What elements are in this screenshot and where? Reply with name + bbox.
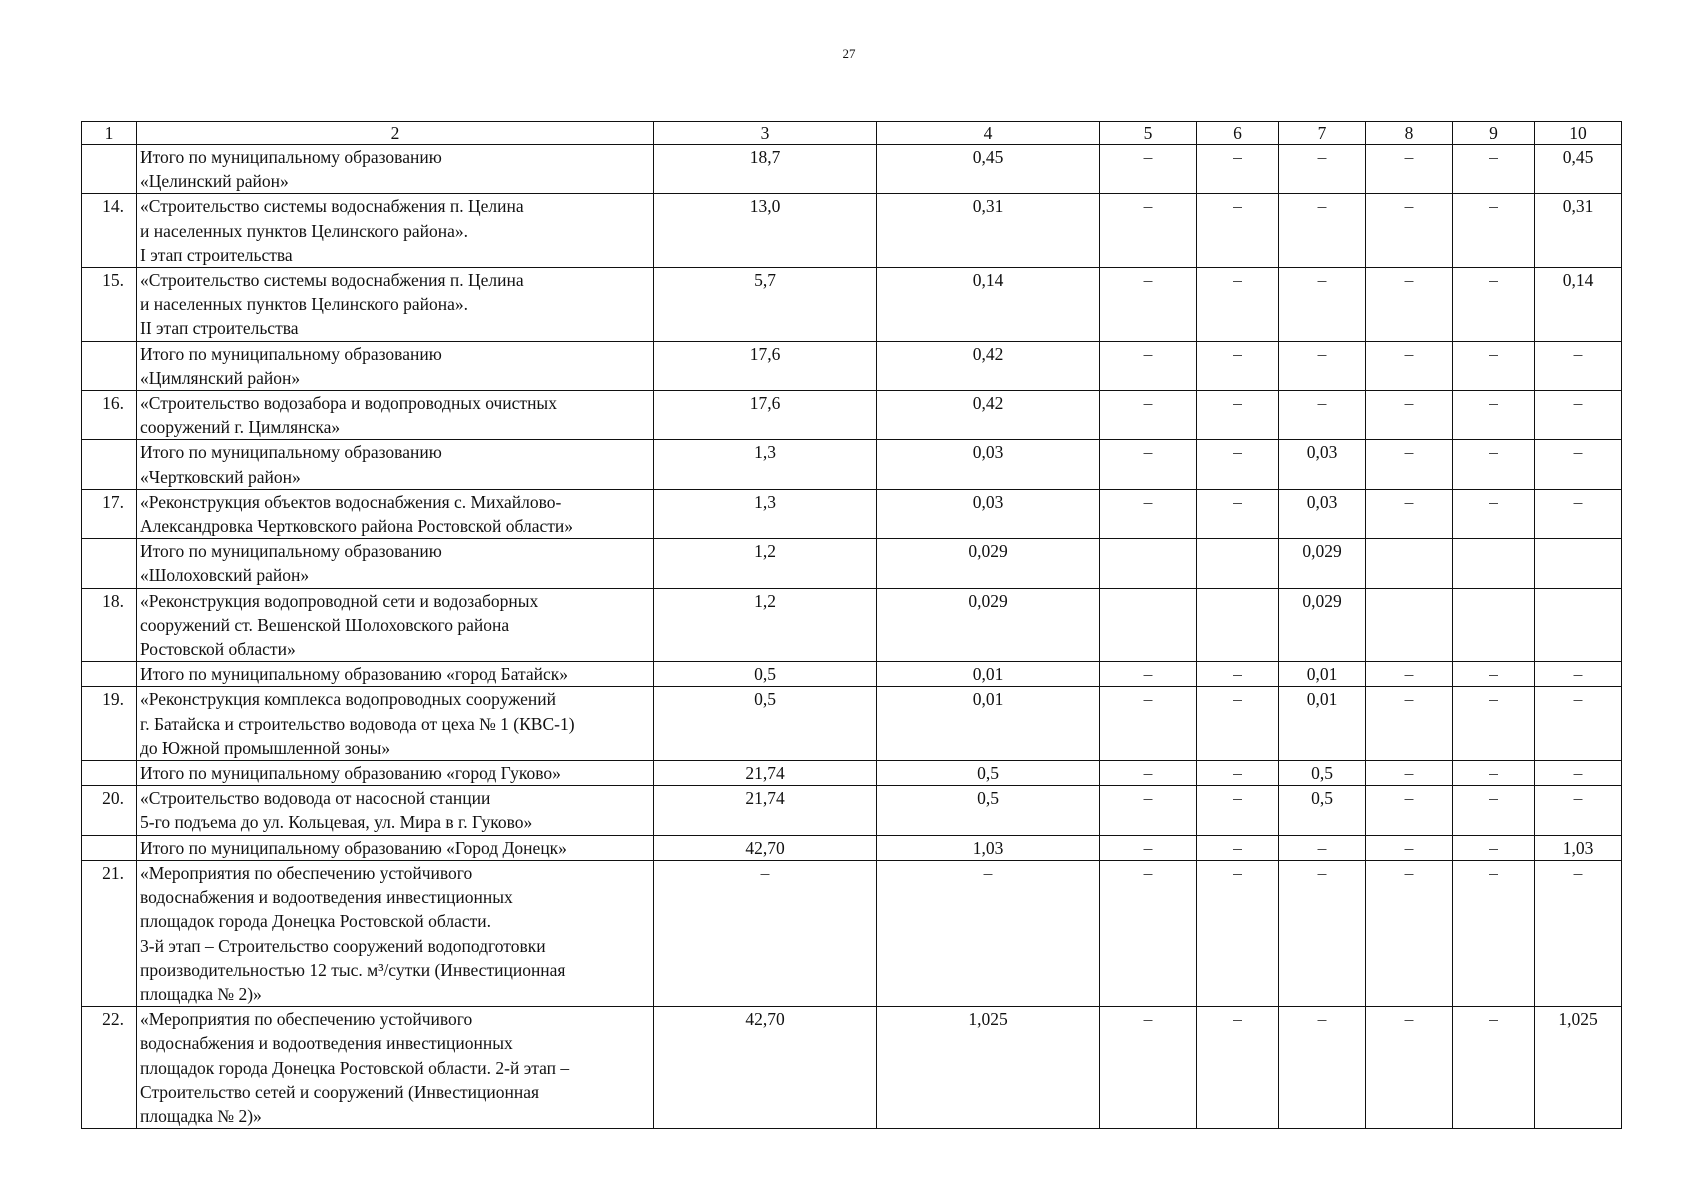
col10-cell: – [1535,391,1622,440]
col8-cell: – [1366,391,1453,440]
col4-cell: 0,01 [877,687,1100,761]
col3-cell: 21,74 [654,786,877,835]
col6-cell: – [1197,761,1279,786]
column-header: 2 [137,122,654,145]
col4-cell: 1,03 [877,835,1100,860]
col7-cell: 0,5 [1279,761,1366,786]
row-number-cell [82,145,137,194]
row-number-cell: 18. [82,588,137,662]
col9-cell: – [1453,391,1535,440]
row-number-cell [82,539,137,588]
col3-cell: 18,7 [654,145,877,194]
col9-cell: – [1453,145,1535,194]
col3-cell: 1,2 [654,539,877,588]
col7-cell: – [1279,268,1366,342]
col4-cell: 0,5 [877,786,1100,835]
col5-cell: – [1100,761,1197,786]
row-name-cell: «Реконструкция объектов водоснабжения с. Михайлово- Александровка Чертковского района Ростовской области» [137,489,654,538]
col5-cell: – [1100,268,1197,342]
col6-cell: – [1197,662,1279,687]
col7-cell: 0,029 [1279,588,1366,662]
row-name-cell: «Строительство системы водоснабжения п. Целина и населенных пунктов Целинского района». I этап строительства [137,194,654,268]
col8-cell: – [1366,194,1453,268]
col3-cell: 13,0 [654,194,877,268]
col9-cell [1453,588,1535,662]
col4-cell: – [877,860,1100,1006]
col8-cell: – [1366,440,1453,489]
col9-cell: – [1453,687,1535,761]
col7-cell: 0,029 [1279,539,1366,588]
table-row [82,687,1622,761]
col6-cell [1197,588,1279,662]
row-name-cell: «Мероприятия по обеспечению устойчивого водоснабжения и водоотведения инвестиционных площадок города Донецка Ростовской области. 2-й этап – Строительство сетей и сооружений (Инвестиционная площадка № 2)» [137,1007,654,1129]
col4-cell: 1,025 [877,1007,1100,1129]
col10-cell: – [1535,440,1622,489]
col6-cell: – [1197,194,1279,268]
col10-cell [1535,539,1622,588]
row-number-cell [82,761,137,786]
column-header: 8 [1366,122,1453,145]
col6-cell: – [1197,687,1279,761]
col4-cell: 0,029 [877,539,1100,588]
table-row [82,588,1622,662]
table-row [82,489,1622,538]
col5-cell: – [1100,489,1197,538]
row-name-cell: Итого по муниципальному образованию «Целинский район» [137,145,654,194]
row-name-cell: «Строительство водозабора и водопроводных очистных сооружений г. Цимлянска» [137,391,654,440]
row-name-cell: «Строительство системы водоснабжения п. Целина и населенных пунктов Целинского района». II этап строительства [137,268,654,342]
table-row [82,539,1622,588]
col6-cell: – [1197,440,1279,489]
col4-cell: 0,42 [877,391,1100,440]
row-name-cell: «Мероприятия по обеспечению устойчивого водоснабжения и водоотведения инвестиционных площадок города Донецка Ростовской области. 3-й этап – Строительство сооружений водоподготовки производительностью 12 тыс. м³/сутки (Инвестиционная площадка № 2)» [137,860,654,1006]
col10-cell: – [1535,761,1622,786]
column-header: 5 [1100,122,1197,145]
table-row [82,194,1622,268]
col5-cell: – [1100,860,1197,1006]
table-row [82,835,1622,860]
col9-cell: – [1453,835,1535,860]
row-name-cell: «Реконструкция водопроводной сети и водозаборных сооружений ст. Вешенской Шолоховского района Ростовской области» [137,588,654,662]
col6-cell: – [1197,1007,1279,1129]
col7-cell: 0,01 [1279,687,1366,761]
row-number-cell: 17. [82,489,137,538]
header-row [82,122,1622,145]
row-name-cell: Итого по муниципальному образованию «Цимлянский район» [137,341,654,390]
col9-cell [1453,539,1535,588]
col10-cell: 0,31 [1535,194,1622,268]
col8-cell: – [1366,489,1453,538]
col9-cell: – [1453,489,1535,538]
column-header: 4 [877,122,1100,145]
col6-cell: – [1197,391,1279,440]
col3-cell: 1,2 [654,588,877,662]
col10-cell: – [1535,786,1622,835]
column-header: 9 [1453,122,1535,145]
col10-cell: – [1535,489,1622,538]
row-number-cell: 20. [82,786,137,835]
col5-cell: – [1100,786,1197,835]
table-row [82,268,1622,342]
col9-cell: – [1453,761,1535,786]
col5-cell [1100,539,1197,588]
table-row [82,860,1622,1006]
col5-cell [1100,588,1197,662]
col4-cell: 0,42 [877,341,1100,390]
col6-cell: – [1197,835,1279,860]
row-name-cell: Итого по муниципальному образованию «город Гуково» [137,761,654,786]
col7-cell: – [1279,835,1366,860]
column-header: 6 [1197,122,1279,145]
col9-cell: – [1453,860,1535,1006]
col4-cell: 0,01 [877,662,1100,687]
table-row [82,391,1622,440]
col8-cell: – [1366,687,1453,761]
col9-cell: – [1453,662,1535,687]
col10-cell: 0,14 [1535,268,1622,342]
col7-cell: 0,03 [1279,440,1366,489]
col8-cell: – [1366,835,1453,860]
col6-cell [1197,539,1279,588]
col10-cell [1535,588,1622,662]
col7-cell: – [1279,194,1366,268]
col5-cell: – [1100,341,1197,390]
col8-cell: – [1366,341,1453,390]
table-row [82,341,1622,390]
row-number-cell [82,835,137,860]
table-row [82,145,1622,194]
row-name-cell: «Строительство водовода от насосной станции 5-го подъема до ул. Кольцевая, ул. Мира в г. Гуково» [137,786,654,835]
col9-cell: – [1453,440,1535,489]
col6-cell: – [1197,268,1279,342]
data-table [81,121,1622,1129]
row-name-cell: Итого по муниципальному образованию «Чертковский район» [137,440,654,489]
col9-cell: – [1453,1007,1535,1129]
col3-cell: 1,3 [654,440,877,489]
col9-cell: – [1453,268,1535,342]
column-header: 1 [82,122,137,145]
col5-cell: – [1100,1007,1197,1129]
col4-cell: 0,31 [877,194,1100,268]
col3-cell: 17,6 [654,341,877,390]
col5-cell: – [1100,194,1197,268]
col7-cell: 0,01 [1279,662,1366,687]
col8-cell [1366,539,1453,588]
col3-cell: 0,5 [654,687,877,761]
col8-cell: – [1366,145,1453,194]
col3-cell: – [654,860,877,1006]
row-number-cell: 15. [82,268,137,342]
col3-cell: 42,70 [654,835,877,860]
column-header: 10 [1535,122,1622,145]
col7-cell: – [1279,860,1366,1006]
col4-cell: 0,14 [877,268,1100,342]
row-name-cell: Итого по муниципальному образованию «город Батайск» [137,662,654,687]
col6-cell: – [1197,489,1279,538]
col10-cell: 1,03 [1535,835,1622,860]
row-number-cell [82,662,137,687]
col9-cell: – [1453,194,1535,268]
col4-cell: 0,029 [877,588,1100,662]
col6-cell: – [1197,860,1279,1006]
col6-cell: – [1197,341,1279,390]
column-header: 7 [1279,122,1366,145]
col5-cell: – [1100,440,1197,489]
col5-cell: – [1100,145,1197,194]
table-row [82,1007,1622,1129]
col10-cell: 1,025 [1535,1007,1622,1129]
col4-cell: 0,03 [877,489,1100,538]
col10-cell: – [1535,860,1622,1006]
col9-cell: – [1453,341,1535,390]
col10-cell: – [1535,687,1622,761]
table-row [82,440,1622,489]
col8-cell: – [1366,860,1453,1006]
col4-cell: 0,5 [877,761,1100,786]
col5-cell: – [1100,662,1197,687]
col5-cell: – [1100,687,1197,761]
col3-cell: 5,7 [654,268,877,342]
row-number-cell: 14. [82,194,137,268]
row-number-cell [82,341,137,390]
row-number-cell [82,440,137,489]
col10-cell: – [1535,341,1622,390]
row-number-cell: 22. [82,1007,137,1129]
col7-cell: – [1279,1007,1366,1129]
col7-cell: – [1279,341,1366,390]
col10-cell: 0,45 [1535,145,1622,194]
table-row [82,786,1622,835]
col3-cell: 17,6 [654,391,877,440]
col3-cell: 0,5 [654,662,877,687]
row-name-cell: Итого по муниципальному образованию «Город Донецк» [137,835,654,860]
col7-cell: 0,5 [1279,786,1366,835]
row-number-cell: 21. [82,860,137,1006]
col3-cell: 42,70 [654,1007,877,1129]
row-name-cell: «Реконструкция комплекса водопроводных сооружений г. Батайска и строительство водовода от цеха № 1 (КВС-1) до Южной промышленной зоны» [137,687,654,761]
row-number-cell: 16. [82,391,137,440]
col8-cell: – [1366,268,1453,342]
col7-cell: 0,03 [1279,489,1366,538]
col8-cell: – [1366,662,1453,687]
table-row [82,761,1622,786]
col3-cell: 1,3 [654,489,877,538]
col8-cell: – [1366,761,1453,786]
col7-cell: – [1279,145,1366,194]
col8-cell: – [1366,786,1453,835]
col4-cell: 0,03 [877,440,1100,489]
col4-cell: 0,45 [877,145,1100,194]
table-row [82,662,1622,687]
row-name-cell: Итого по муниципальному образованию «Шолоховский район» [137,539,654,588]
col5-cell: – [1100,835,1197,860]
row-number-cell: 19. [82,687,137,761]
col7-cell: – [1279,391,1366,440]
col8-cell: – [1366,1007,1453,1129]
column-header: 3 [654,122,877,145]
col6-cell: – [1197,786,1279,835]
col8-cell [1366,588,1453,662]
col9-cell: – [1453,786,1535,835]
col6-cell: – [1197,145,1279,194]
page-number: 27 [842,46,856,61]
col10-cell: – [1535,662,1622,687]
col3-cell: 21,74 [654,761,877,786]
col5-cell: – [1100,391,1197,440]
